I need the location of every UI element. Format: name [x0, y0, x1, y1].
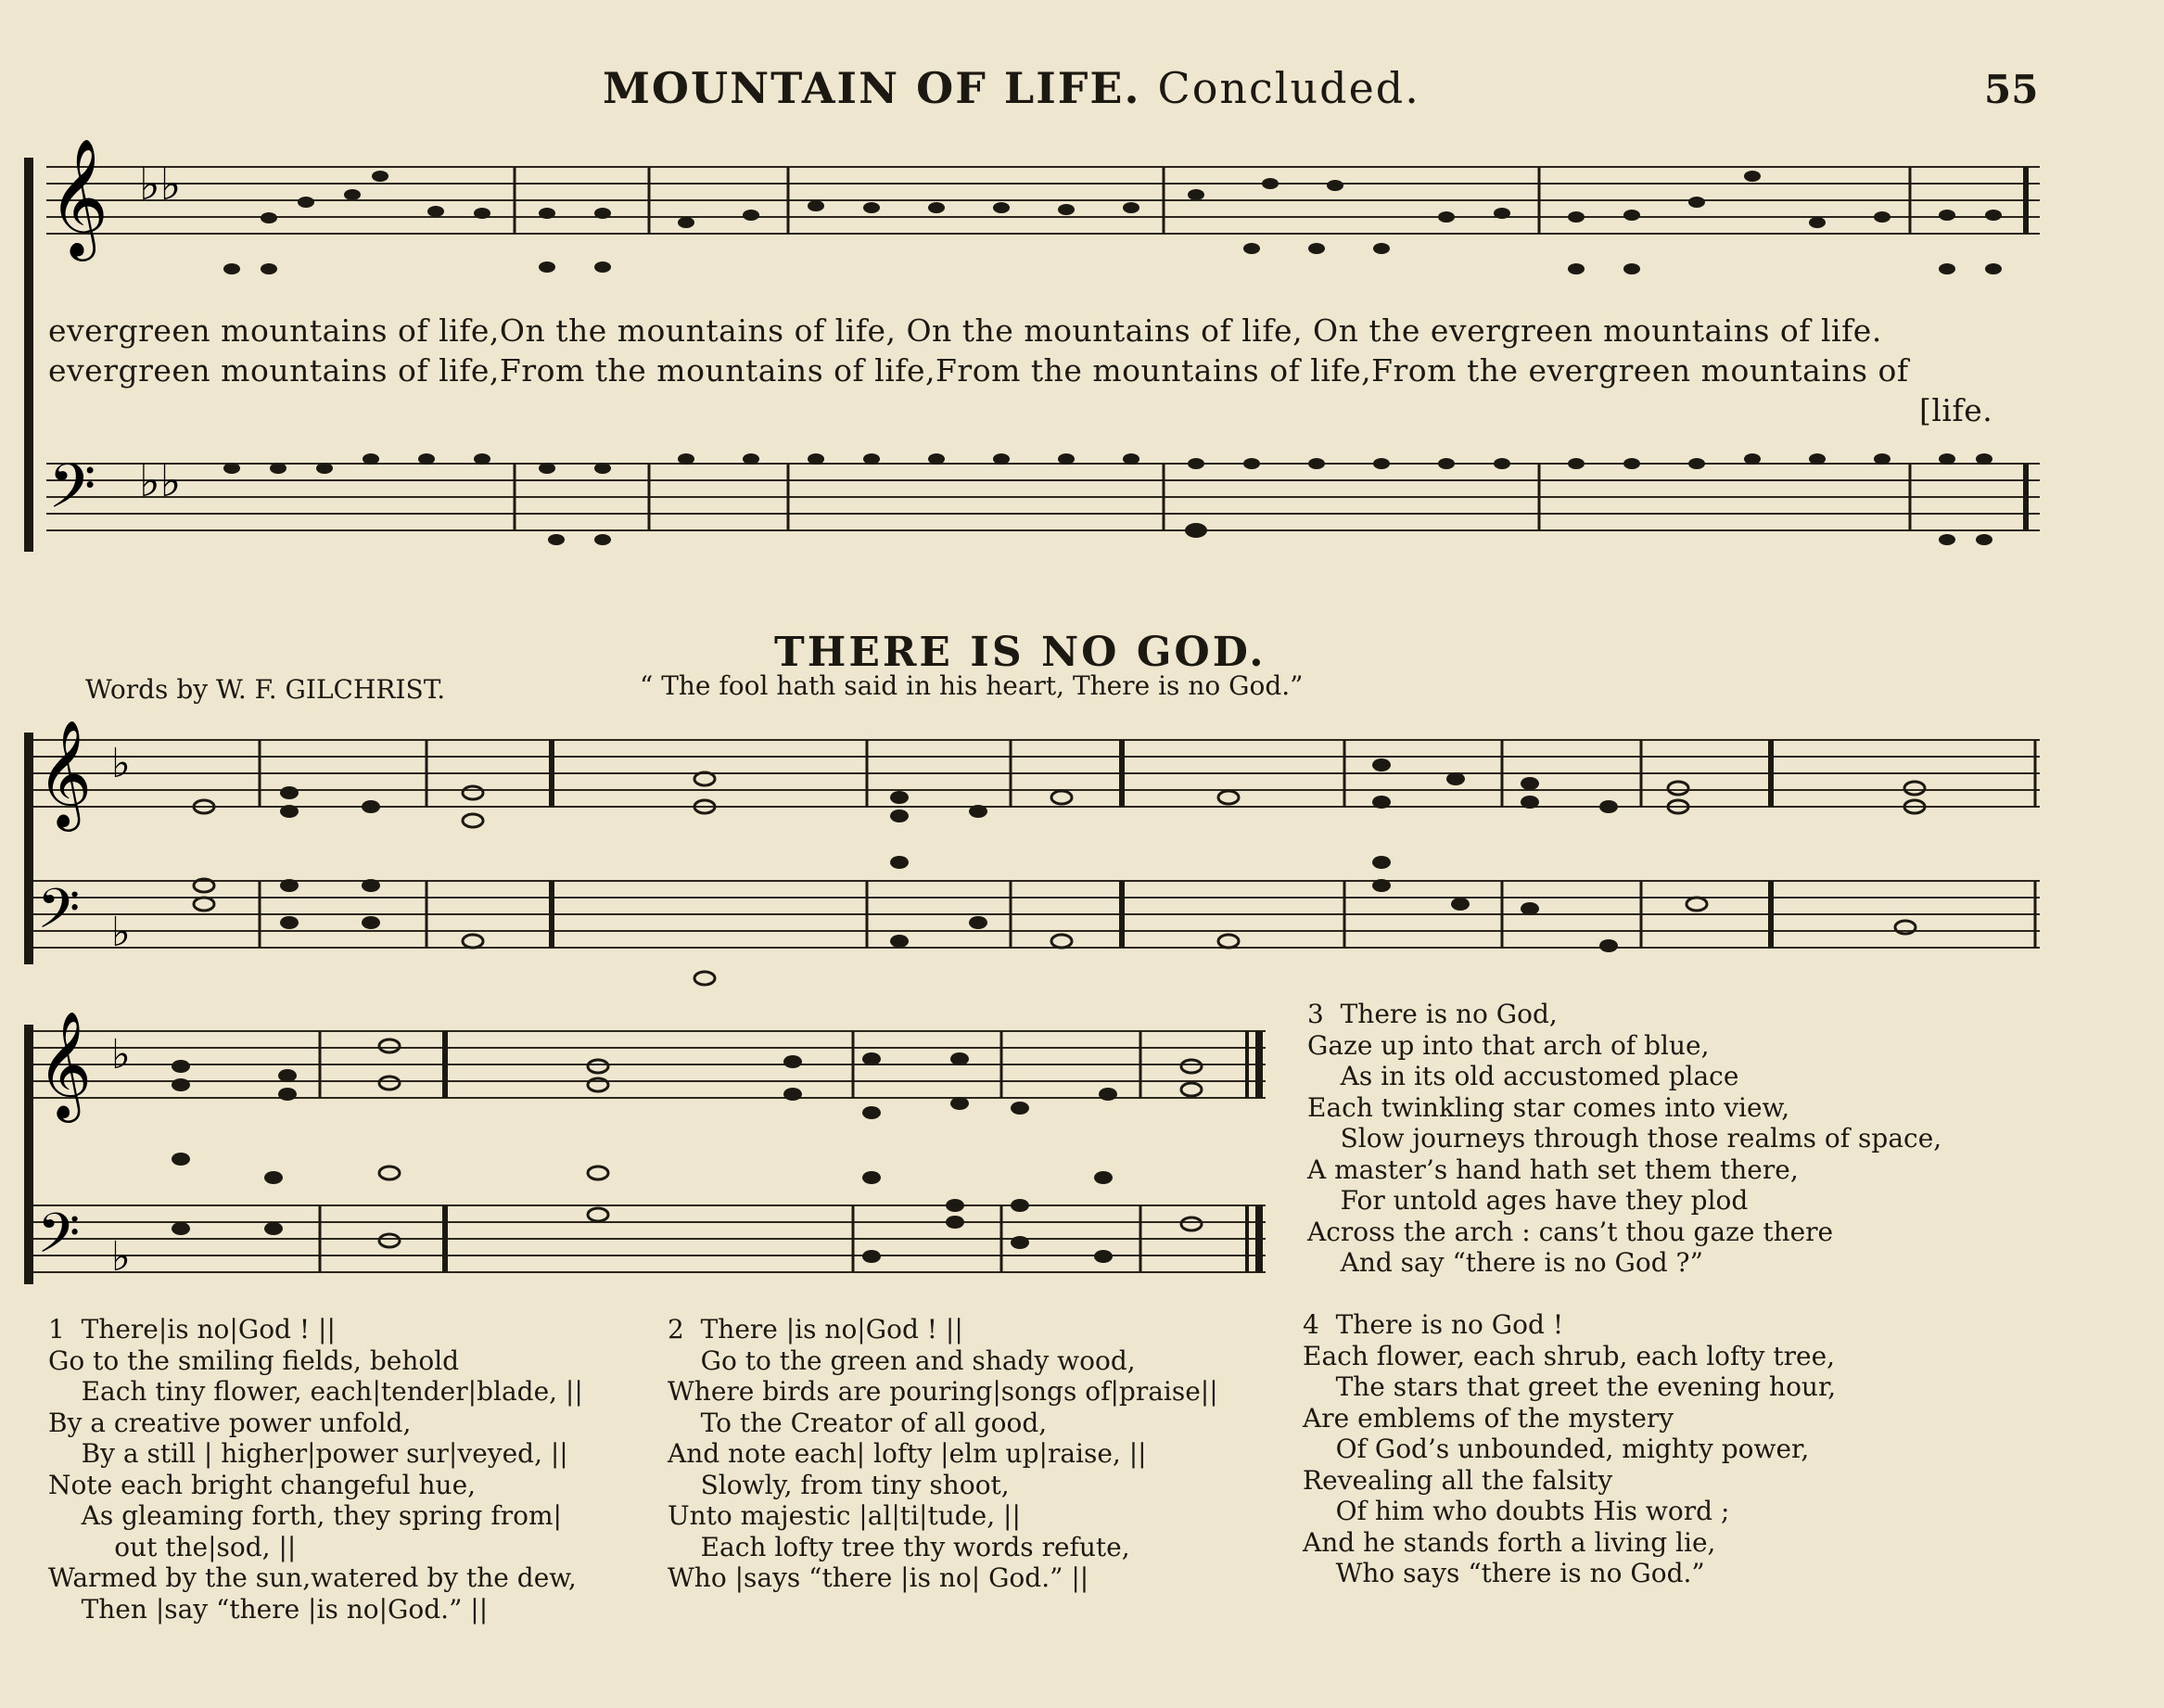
- flat-key-signature-bass: ♭: [111, 909, 131, 956]
- flat-key-signature-bass: ♭♭: [139, 455, 182, 507]
- mountain-treble-notes: [223, 171, 2002, 274]
- hymn-2-half-notes: [379, 1039, 1202, 1247]
- mountain-bass-staff: [46, 464, 2040, 530]
- flat-key-signature: ♭: [111, 740, 131, 787]
- bass-clef-icon: 𝄢: [48, 451, 96, 537]
- hymn-treble-staff-1: [28, 740, 2040, 807]
- bass-clef-icon: 𝄢: [37, 876, 81, 954]
- title-suffix: Concluded.: [1157, 63, 1420, 113]
- verse-3: 3 There is no God, Gaze up into that arch of blue, As in its old accustomed place Each twinkling star comes into view, Slow journeys through those realms of space, A master’s hand hath set them there, For untold ages have they plod Across the arch : cans’t thou gaze there And say “there is no God ?”: [1307, 999, 1942, 1278]
- hymn-epigraph: “ The fool hath said in his heart, There is no God.”: [640, 670, 1304, 701]
- hymn-system-1-bracket: [24, 733, 33, 964]
- bass-clef-icon: 𝄢: [37, 1201, 81, 1279]
- treble-clef-icon: 𝄞: [48, 137, 109, 256]
- mountain-lyric-line-2: evergreen mountains of life,From the mountains of life,From the mountains of life,From the evergreen mountains of: [48, 352, 1909, 389]
- flat-key-signature: ♭♭: [139, 159, 182, 210]
- mountain-bass-notes: [223, 453, 1992, 545]
- hymn-bass-staff-1: [28, 881, 2040, 948]
- flat-key-signature-bass: ♭: [111, 1233, 131, 1281]
- mountain-system-bracket: [24, 158, 33, 552]
- flat-key-signature: ♭: [111, 1031, 131, 1078]
- hymn-2-quarter-notes: [172, 1052, 1117, 1263]
- hymn-credit: Words by W. F. GILCHRIST.: [85, 674, 446, 705]
- verse-1: 1 There|is no|God ! || Go to the smiling fields, behold Each tiny flower, each|tender|blade, || By a creative power unfold, By a still | higher|power sur|veyed, || Note each bright changeful hue, As gleaming forth, they spring from| out the|sod, || Warmed by the sun,watered by the dew, Then |say “there |is no|God.” ||: [48, 1314, 583, 1625]
- treble-clef-icon: 𝄞: [37, 719, 93, 827]
- hymn-system-2-bracket: [24, 1025, 33, 1284]
- mountain-lyric-line-2-end: [life.: [1919, 392, 1993, 428]
- hymn-1-half-notes: [194, 772, 1925, 985]
- treble-clef-icon: 𝄞: [37, 1010, 93, 1118]
- hymn-title: THERE IS NO GOD.: [774, 629, 1267, 676]
- verse-4: 4 There is no God ! Each flower, each shrub, each lofty tree, The stars that greet the evening hour, Are emblems of the mystery Of God’s unbounded, mighty power, Revealing all the falsity Of him who doubts His word ; And he stands forth a living lie, Who says “there is no God.”: [1303, 1309, 1837, 1588]
- hymn-1-barlines: [260, 740, 2035, 948]
- song-title-mountain: MOUNTAIN OF LIFE.: [603, 63, 1141, 113]
- hymn-treble-staff-2: [28, 1031, 1266, 1098]
- page-number: 55: [1984, 67, 2039, 112]
- mountain-lyric-line-1: evergreen mountains of life,On the mountains of life, On the mountains of life, On the evergreen mountains of life.: [48, 312, 1882, 349]
- hymn-bass-staff-2: [28, 1205, 1266, 1272]
- mountain-barlines: [515, 167, 2026, 530]
- mountain-treble-staff: [46, 167, 2040, 234]
- verse-2: 2 There |is no|God ! || Go to the green and shady wood, Where birds are pouring|songs of|praise|| To the Creator of all good, And note each| lofty |elm up|raise, || Slowly, from tiny shoot, Unto majestic |al|ti|tude, || Each lofty tree thy words refute, Who |says “there |is no| God.” ||: [668, 1314, 1218, 1593]
